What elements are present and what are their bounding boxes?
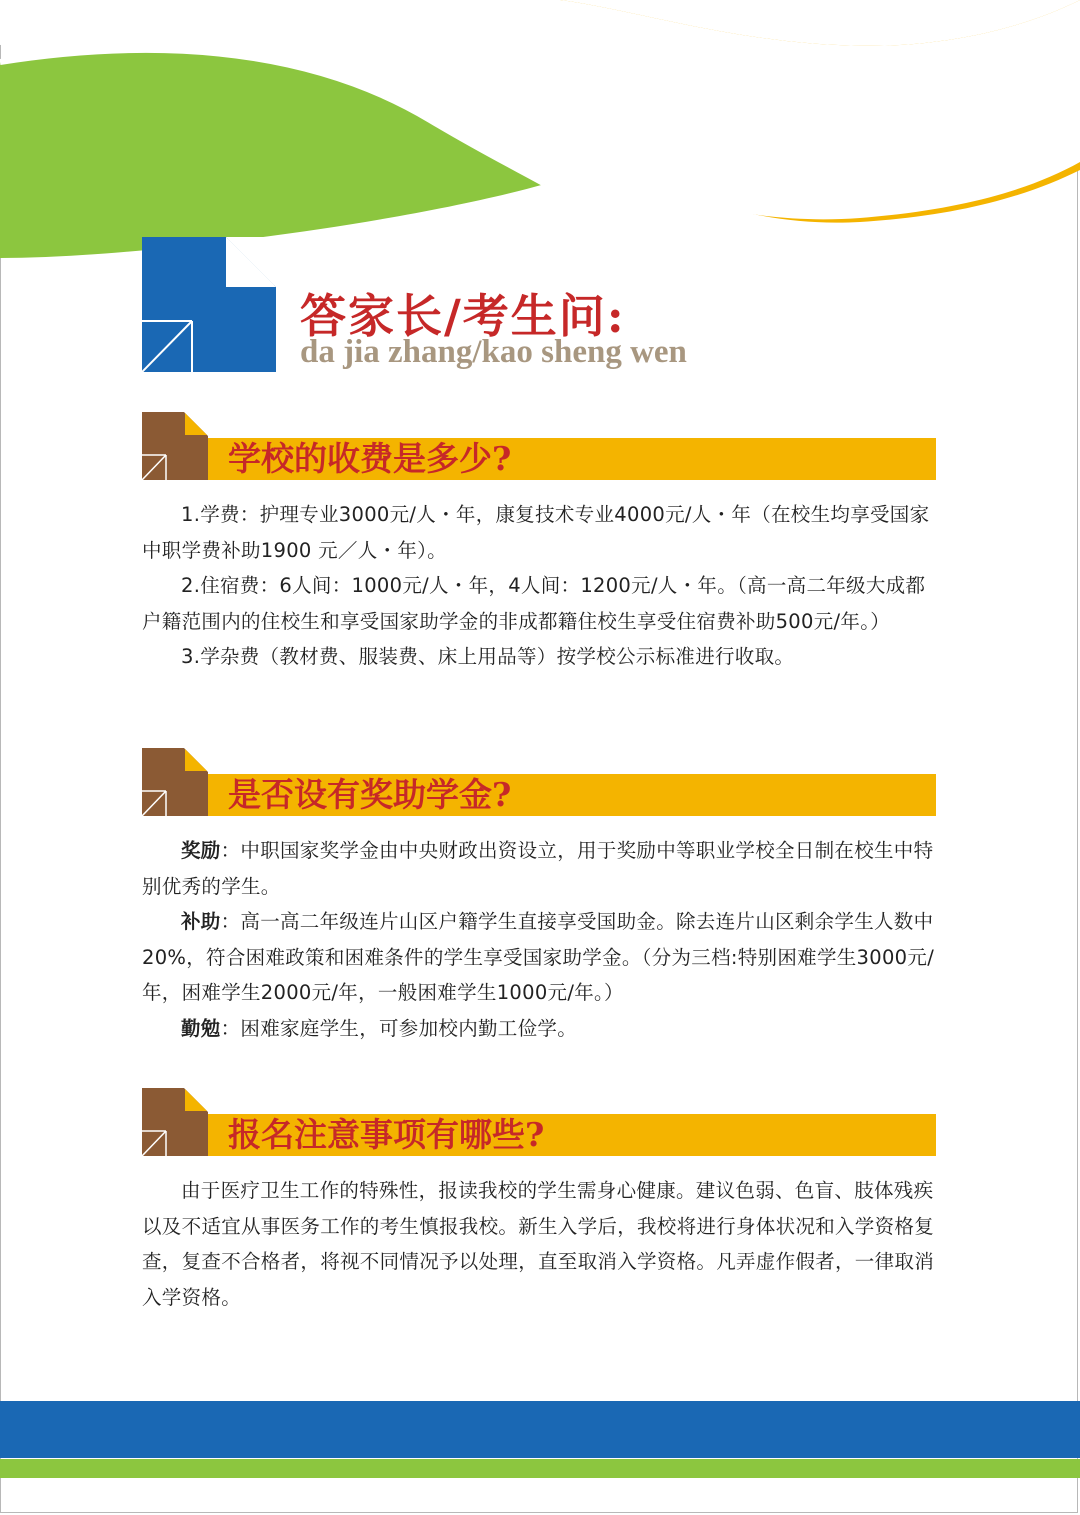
paragraph bbox=[142, 833, 938, 904]
section-body-fees bbox=[142, 497, 938, 675]
paragraph bbox=[142, 568, 938, 639]
paragraph bbox=[142, 1173, 938, 1315]
section-header-registration bbox=[142, 1088, 936, 1156]
page-subtitle: da jia zhang/kao sheng wen bbox=[300, 334, 687, 370]
paragraph-text: ：中职国家奖学金由中央财政出资设立，用于奖励中等职业学校全日制在校生中特别优秀的学生。 bbox=[142, 839, 934, 898]
paragraph-text: 2.住宿费：6人间：1000元/人・年，4人间：1200元/人・年。（高一高二年级大成都户籍范围内的住校生和享受国家助学金的非成都籍住校生享受住宿费补助500元/年。） bbox=[142, 574, 926, 633]
footer-blue-band bbox=[0, 1401, 1080, 1458]
paragraph-lead: 补助 bbox=[181, 910, 221, 933]
paragraph-text: 由于医疗卫生工作的特殊性，报读我校的学生需身心健康。建议色弱、色盲、肢体残疾以及不适宜从事医务工作的考生慎报我校。新生入学后，我校将进行身体状况和入学资格复查，复查不合格者，将视不同情况予以处理，直至取消入学资格。凡弄虚作假者，一律取消入学资格。 bbox=[142, 1179, 935, 1309]
page-title: 答家长/考生问: bbox=[300, 289, 626, 343]
folded-paper-icon bbox=[142, 237, 276, 372]
paragraph bbox=[142, 1011, 938, 1047]
folded-note-icon bbox=[142, 748, 208, 816]
footer-green-band bbox=[0, 1459, 1080, 1478]
paragraph-lead: 奖励 bbox=[181, 839, 221, 862]
folded-note-icon bbox=[142, 1088, 208, 1156]
section-title: 报名注意事项有哪些? bbox=[228, 1115, 545, 1154]
decorative-wave bbox=[0, 0, 1080, 270]
section-title: 学校的收费是多少? bbox=[228, 439, 512, 478]
section-body-registration bbox=[142, 1173, 938, 1315]
paragraph-text: ：高一高二年级连片山区户籍学生直接享受国助金。除去连片山区剩余学生人数中20%，符合困难政策和困难条件的学生享受国家助学金。（分为三档:特别困难学生3000元/年，困难学生2000元/年，一般困难学生1000元/年。） bbox=[142, 910, 935, 1004]
paragraph-text: 3.学杂费（教材费、服装费、床上用品等）按学校公示标准进行收取。 bbox=[181, 645, 795, 668]
section-header-fees bbox=[142, 412, 936, 480]
paragraph bbox=[142, 497, 938, 568]
section-title: 是否设有奖助学金? bbox=[228, 775, 512, 814]
paragraph-text: 1.学费：护理专业3000元/人・年，康复技术专业4000元/人・年（在校生均享受国家中职学费补助1900 元／人・年）。 bbox=[142, 503, 930, 562]
paragraph bbox=[142, 904, 938, 1011]
paragraph-lead: 勤勉 bbox=[181, 1016, 221, 1040]
section-header-scholarship bbox=[142, 748, 936, 816]
section-body-scholarship bbox=[142, 833, 938, 1046]
paragraph bbox=[142, 639, 938, 675]
folded-note-icon bbox=[142, 412, 208, 480]
paragraph-text: ：困难家庭学生，可参加校内勤工俭学。 bbox=[220, 1016, 578, 1040]
